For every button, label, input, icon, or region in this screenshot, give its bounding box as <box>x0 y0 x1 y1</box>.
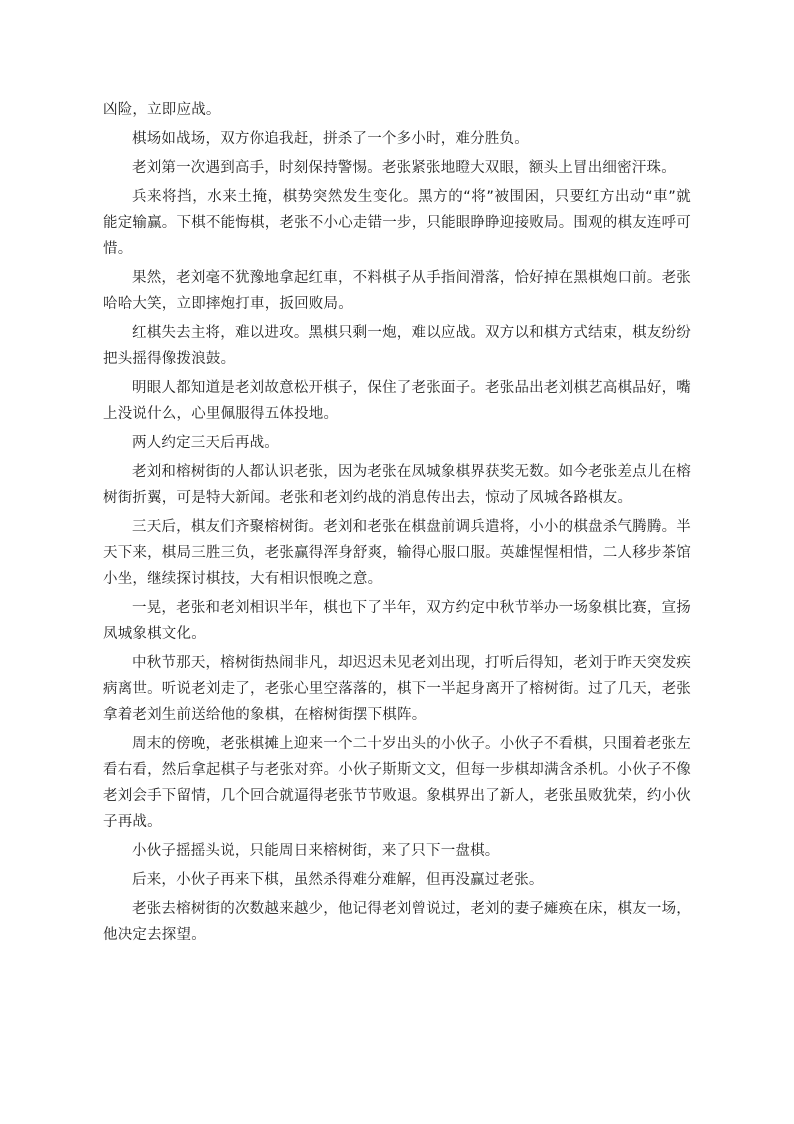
paragraph: 棋场如战场，双方你追我赶，拼杀了一个多小时，难分胜负。 <box>132 131 529 147</box>
paragraph: 两人约定三天后再战。 <box>132 435 279 451</box>
paragraph: 老刘和榕树街的人都认识老张，因为老张在凤城象棋界获奖无数。如今老张差点儿在榕树街折翼，可是特大新闻。老张和老刘约战的消息传出去，惊动了凤城各路棋友。 <box>103 464 691 506</box>
paragraph: 老刘第一次遇到高手，时刻保持警惕。老张紧张地瞪大双眼，额头上冒出细密汗珠。 <box>132 160 676 176</box>
paragraph: 红棋失去主将，难以进攻。黑棋只剩一炮，难以应战。双方以和棋方式结束，棋友纷纷把头摇得像拨浪鼓。 <box>103 325 691 367</box>
paragraph: 小伙子摇摇头说，只能周日来榕树街，来了只下一盘棋。 <box>132 843 500 859</box>
paragraph: 明眼人都知道是老刘故意松开棋子，保住了老张面子。老张品出老刘棋艺高棋品好，嘴上没说什么，心里佩服得五体投地。 <box>103 380 691 422</box>
story-text <box>103 97 691 951</box>
paragraph: 中秋节那天，榕树街热闹非凡，却迟迟未见老刘出现，打听后得知，老刘于昨天突发疾病离世。听说老刘走了，老张心里空落落的，棋下一半起身离开了榕树街。过了几天，老张拿着老刘生前送给他的象棋，在榕树街摆下棋阵。 <box>103 655 691 723</box>
paragraph: 兵来将挡，水来土掩，棋势突然发生变化。黑方的“将”被围困，只要红方出动“車”就能定输赢。下棋不能悔棋，老张不小心走错一步，只能眼睁睁迎接败局。围观的棋友连呼可惜。 <box>103 189 691 257</box>
paragraph: 周末的傍晚，老张棋摊上迎来一个二十岁出头的小伙子。小伙子不看棋，只围着老张左看右看，然后拿起棋子与老张对弈。小伙子斯斯文文，但每一步棋却满含杀机。小伙子不像老刘会手下留情，几个回合就逼得老张节节败退。象棋界出了新人，老张虽败犹荣，约小伙子再战。 <box>103 736 691 830</box>
paragraph: 后来，小伙子再来下棋，虽然杀得难分难解，但再没赢过老张。 <box>132 872 544 888</box>
paragraph: 果然，老刘毫不犹豫地拿起红車，不料棋子从手指间滑落，恰好掉在黑棋炮口前。老张哈哈大笑，立即摔炮打車，扳回败局。 <box>103 270 691 312</box>
paragraph: 三天后，棋友们齐聚榕树街。老刘和老张在棋盘前调兵遣将，小小的棋盘杀气腾腾。半天下来，棋局三胜三负，老张赢得浑身舒爽，输得心服口服。英雄惺惺相惜，二人移步茶馆小坐，继续探讨棋技，大有相识恨晚之意。 <box>103 519 691 587</box>
paragraph: 凶险，立即应战。 <box>103 102 221 118</box>
paragraph: 老张去榕树街的次数越来越少，他记得老刘曾说过，老刘的妻子瘫痪在床，棋友一场，他决定去探望。 <box>103 901 691 943</box>
paragraph: 一晃，老张和老刘相识半年，棋也下了半年，双方约定中秋节举办一场象棋比赛，宣扬凤城象棋文化。 <box>103 600 691 642</box>
